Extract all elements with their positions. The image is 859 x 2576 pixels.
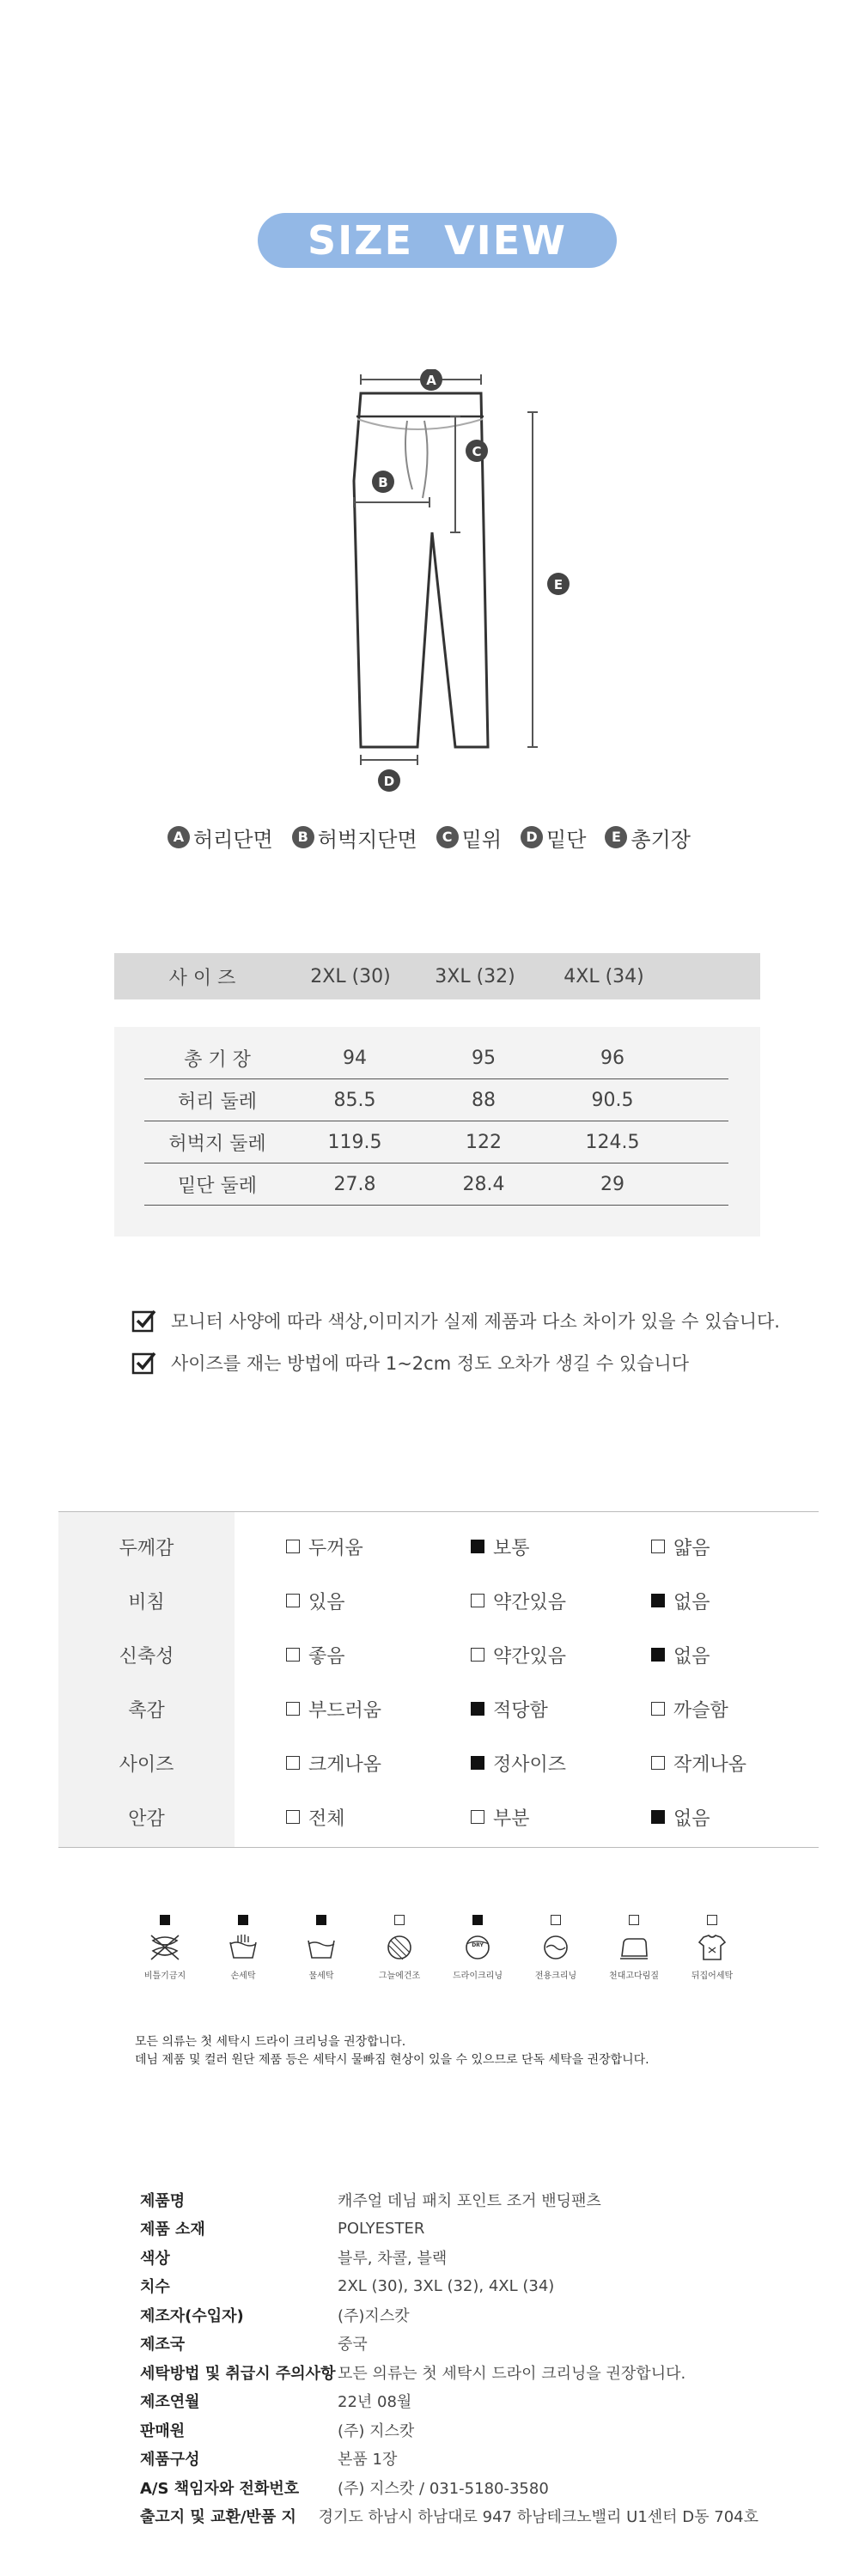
feature-option: 좋음 (286, 1642, 345, 1668)
feature-row (58, 1627, 819, 1682)
info-row (140, 2358, 758, 2386)
feature-option: 없음 (651, 1588, 710, 1614)
checked-box-icon (238, 1915, 248, 1925)
unchecked-box-icon (286, 1756, 300, 1770)
checkbox-checked-icon (131, 1308, 157, 1334)
care-instructions (112, 1915, 747, 2009)
marker-d (378, 769, 400, 792)
info-value: (주) 지스캇 (338, 2421, 415, 2440)
checked-box-icon (471, 1702, 484, 1716)
unchecked-box-icon (707, 1915, 717, 1925)
feature-option: 약간있음 (471, 1588, 566, 1614)
info-key: 판매원 (140, 2421, 186, 2440)
info-key: 제품 소재 (140, 2221, 205, 2239)
unchecked-box-icon (551, 1915, 561, 1925)
care-note: 데님 제품 및 컬러 원단 제품 등은 세탁시 물빠짐 현상이 있을 수 있으므로 단독 세탁을 권장합니다. (135, 2053, 649, 2067)
table-row: 허벅지 둘레 119.5 122 124.5 (144, 1121, 728, 1163)
svg-text:A: A (426, 373, 436, 388)
feature-option: 부드러움 (286, 1696, 381, 1722)
unchecked-box-icon (471, 1810, 484, 1824)
info-row (140, 2502, 758, 2530)
measurement-legend (168, 820, 717, 854)
marker-e (547, 573, 570, 595)
info-row (140, 2272, 758, 2300)
feature-option: 얇음 (651, 1534, 710, 1560)
unchecked-box-icon (629, 1915, 639, 1925)
info-value: 경기도 하남시 하남대로 947 하남테크노밸리 U1센터 D동 704호 (318, 2508, 758, 2526)
fabric-feature-table (58, 1511, 819, 1848)
info-value: POLYESTER (338, 2219, 425, 2238)
feature-option: 부분 (471, 1804, 530, 1831)
info-row (140, 2185, 758, 2214)
unchecked-box-icon (651, 1756, 665, 1770)
table-row: 밑단 둘레 27.8 28.4 29 (144, 1163, 728, 1206)
water-wash-icon (304, 1932, 338, 1963)
feature-row (58, 1789, 819, 1844)
care-item (443, 1915, 512, 1981)
legend-item: B 허벅지단면 (292, 823, 417, 853)
info-key: A/S 책임자와 전화번호 (140, 2479, 300, 2498)
info-value: 본품 1장 (338, 2451, 398, 2469)
unchecked-box-icon (286, 1540, 300, 1553)
svg-text:C: C (472, 444, 482, 459)
info-key: 색상 (140, 2249, 170, 2268)
feature-label: 사이즈 (119, 1753, 174, 1776)
feature-option: 적당함 (471, 1696, 548, 1722)
marker-a (420, 369, 442, 391)
feature-label: 촉감 (128, 1699, 165, 1722)
notice-measure: 사이즈를 재는 방법에 따라 1~2cm 정도 오차가 생길 수 있습니다 (131, 1346, 689, 1380)
unchecked-box-icon (286, 1594, 300, 1607)
care-item (678, 1915, 746, 1981)
special-clean-icon (539, 1932, 573, 1963)
size-table-body (114, 1027, 760, 1236)
checked-box-icon (651, 1594, 665, 1607)
unchecked-box-icon (471, 1594, 484, 1607)
marker-c (466, 440, 488, 462)
feature-label: 신축성 (119, 1645, 174, 1668)
care-item (131, 1915, 199, 1981)
iron-icon (617, 1932, 651, 1963)
checked-box-icon (471, 1756, 484, 1770)
feature-row (58, 1519, 819, 1574)
feature-row (58, 1681, 819, 1736)
info-key: 제조연월 (140, 2393, 200, 2411)
feature-option: 작게나옴 (651, 1750, 746, 1777)
unchecked-box-icon (286, 1702, 300, 1716)
checked-box-icon (651, 1648, 665, 1662)
feature-option: 까슬함 (651, 1696, 728, 1722)
info-key: 세탁방법 및 취급시 주의사항 (140, 2364, 336, 2383)
feature-option: 두꺼움 (286, 1534, 363, 1560)
care-item (209, 1915, 277, 1981)
svg-text:B: B (378, 475, 388, 490)
info-value: (주) 지스캇 / 031-5180-3580 (338, 2479, 549, 2498)
info-row (140, 2473, 758, 2501)
checked-box-icon (316, 1915, 326, 1925)
info-row (140, 2300, 758, 2329)
care-label: 드라이크리닝 (453, 1971, 503, 1981)
legend-item: C 밑위 (436, 823, 502, 853)
care-label: 물세탁 (308, 1971, 334, 1981)
care-label: 비틀기금지 (143, 1971, 186, 1981)
feature-option: 없음 (651, 1804, 710, 1831)
feature-option: 전체 (286, 1804, 345, 1831)
no-wring-icon (148, 1932, 182, 1963)
info-row (140, 2445, 758, 2473)
care-label: 천대고다림질 (609, 1971, 659, 1981)
info-value: (주)지스캇 (338, 2306, 410, 2325)
care-item (287, 1915, 356, 1981)
feature-option: 크게나옴 (286, 1750, 381, 1777)
info-value: 캐주얼 데님 패치 포인트 조거 밴딩팬츠 (338, 2191, 601, 2210)
info-key: 제품구성 (140, 2451, 200, 2469)
table-row: 총 기 장 94 95 96 (144, 1037, 728, 1079)
pants-diagram (335, 369, 593, 799)
legend-item: A 허리단면 (168, 823, 273, 853)
size-view-title: SIZE VIEW (258, 213, 617, 268)
unchecked-box-icon (286, 1810, 300, 1824)
unchecked-box-icon (286, 1648, 300, 1662)
care-label: 전용크리닝 (534, 1971, 577, 1981)
feature-label: 비침 (128, 1591, 165, 1613)
care-item (365, 1915, 434, 1981)
feature-option: 보통 (471, 1534, 530, 1560)
info-value: 블루, 차콜, 블랙 (338, 2249, 448, 2268)
feature-label: 안감 (128, 1807, 165, 1830)
dry-clean-icon (460, 1932, 495, 1963)
notice-color: 모니터 사양에 따라 색상,이미지가 실제 제품과 다소 차이가 있을 수 있습니다. (131, 1303, 780, 1338)
info-value: 2XL (30), 3XL (32), 4XL (34) (338, 2276, 555, 2295)
care-item (600, 1915, 668, 1981)
feature-row (58, 1573, 819, 1628)
checked-box-icon (160, 1915, 170, 1925)
feature-option: 없음 (651, 1642, 710, 1668)
info-key: 출고지 및 교환/반품 지 (140, 2508, 296, 2526)
feature-option: 있음 (286, 1588, 345, 1614)
table-row: 허리 둘레 85.5 88 90.5 (144, 1079, 728, 1121)
unchecked-box-icon (651, 1702, 665, 1716)
svg-text:D: D (383, 774, 395, 789)
info-value: 모든 의류는 첫 세탁시 드라이 크리닝을 권장합니다. (338, 2364, 686, 2383)
care-item (521, 1915, 590, 1981)
checked-box-icon (472, 1915, 483, 1925)
hand-wash-icon (226, 1932, 260, 1963)
care-label: 그늘에건조 (378, 1971, 421, 1981)
info-value: 22년 08월 (338, 2393, 412, 2411)
legend-item: D 밑단 (521, 823, 586, 853)
svg-text:DRY: DRY (472, 1942, 484, 1948)
info-row (140, 2215, 758, 2243)
checkbox-checked-icon (131, 1350, 157, 1376)
feature-label: 두께감 (119, 1537, 174, 1559)
unchecked-box-icon (651, 1540, 665, 1553)
info-value: 중국 (338, 2336, 368, 2354)
info-row (140, 2330, 758, 2358)
legend-item: E 총기장 (605, 823, 691, 853)
info-key: 제조국 (140, 2336, 186, 2354)
care-note: 모든 의류는 첫 세탁시 드라이 크리닝을 권장합니다. (135, 2035, 406, 2049)
feature-row (58, 1735, 819, 1790)
info-key: 제조자(수입자) (140, 2306, 244, 2325)
care-label: 손세탁 (230, 1971, 256, 1981)
marker-b (372, 471, 394, 493)
svg-text:E: E (553, 577, 564, 592)
info-key: 제품명 (140, 2191, 186, 2210)
size-table-header: 사 이 즈 2XL (30) 3XL (32) 4XL (34) (114, 953, 760, 999)
info-key: 치수 (140, 2278, 170, 2296)
unchecked-box-icon (394, 1915, 405, 1925)
info-row (140, 2243, 758, 2271)
inside-out-icon (695, 1932, 729, 1963)
checked-box-icon (471, 1540, 484, 1553)
info-row (140, 2387, 758, 2415)
info-row (140, 2415, 758, 2444)
unchecked-box-icon (471, 1648, 484, 1662)
feature-option: 약간있음 (471, 1642, 566, 1668)
checked-box-icon (651, 1810, 665, 1824)
feature-option: 정사이즈 (471, 1750, 566, 1777)
care-label: 뒤집어세탁 (691, 1971, 734, 1981)
shade-dry-icon (382, 1932, 417, 1963)
